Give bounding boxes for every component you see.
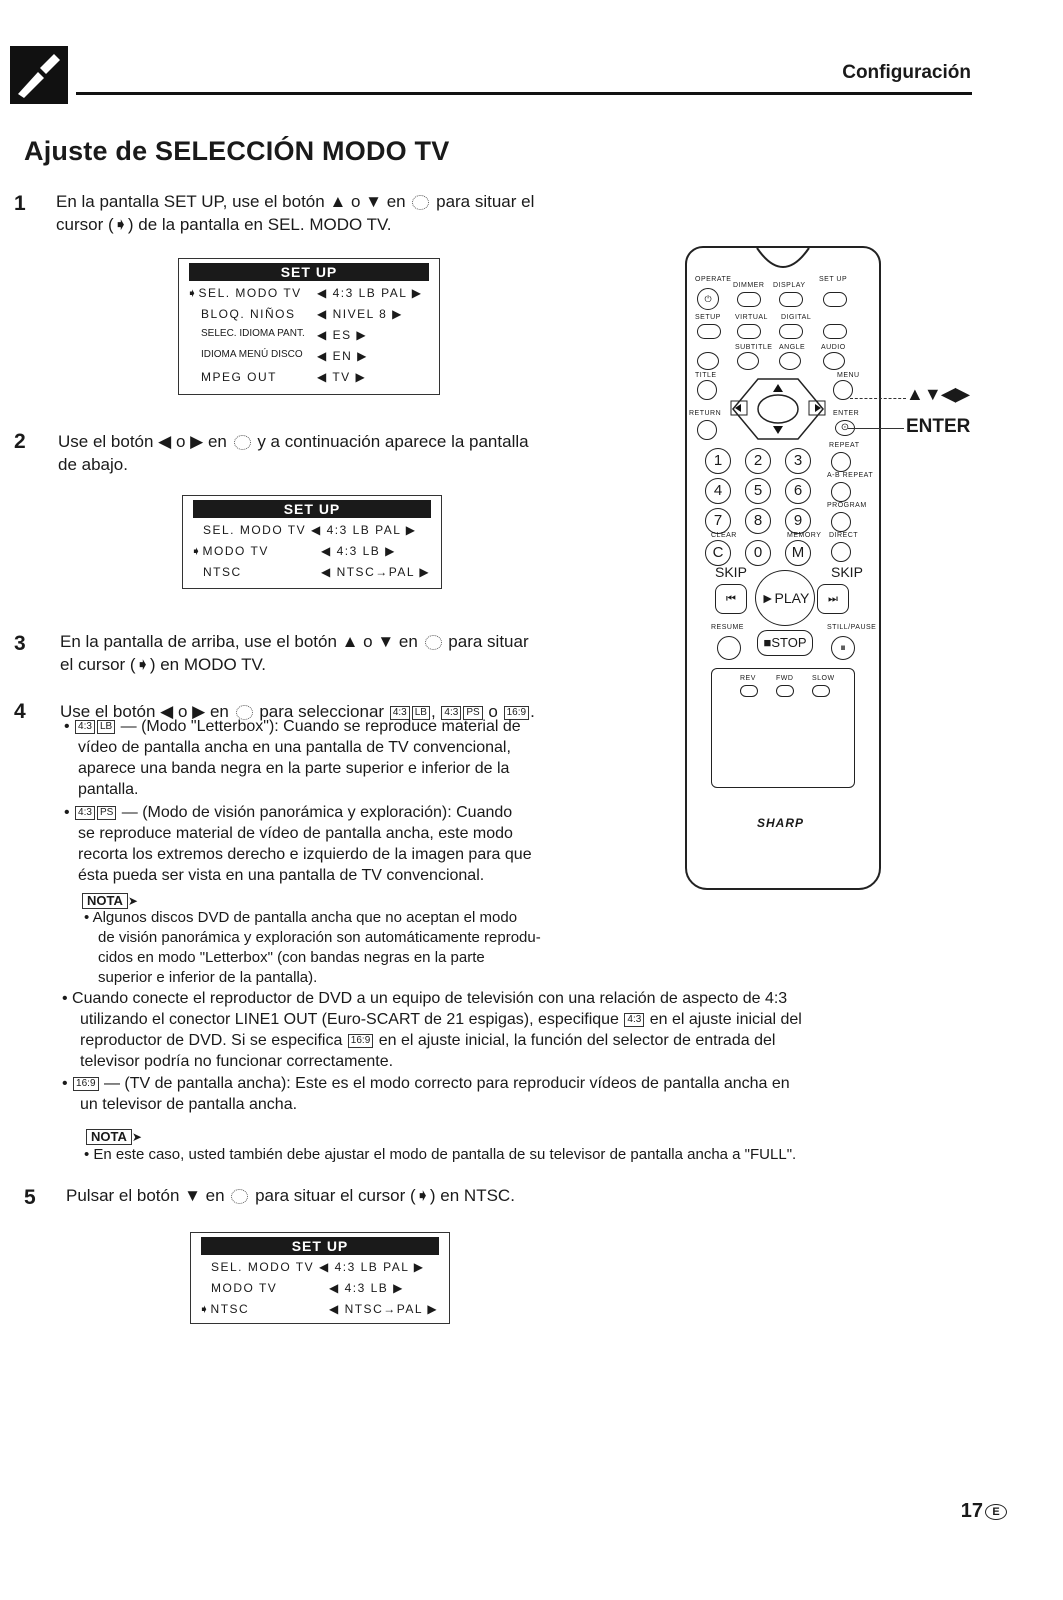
skip-back-button[interactable]: ⏮ <box>715 584 747 614</box>
remote-label: MENU <box>837 372 860 379</box>
enter-callout: ENTER <box>906 416 971 437</box>
step-text <box>60 630 640 676</box>
remote-button[interactable] <box>779 324 803 339</box>
bullet-text: reproductor de DVD. Si se especifica <box>80 1032 343 1049</box>
remote-label: A-B REPEAT <box>827 472 874 479</box>
dimmer-button[interactable] <box>737 292 761 307</box>
bullet-panscan: • 4:3 PS — (Modo de visión panorámica y exploración): Cuando se reproduce material de vídeo de pantalla ancha, este modo recorta los extremos derecho e izquierdo de la imagen para que ésta pueda ser vista en una pantalla de TV convencional. <box>64 802 664 886</box>
nota-text: de visión panorámica y exploración son automáticamente reprodu- <box>98 929 541 946</box>
remote-control <box>685 246 881 890</box>
row-label: SEL. MODO TV <box>203 523 307 537</box>
row-value: ◀ 4:3 LB PAL ▶ <box>311 523 417 537</box>
subtitle-button[interactable] <box>737 352 759 370</box>
bullet-connect: • Cuando conecte el reproductor de DVD a un equipo de televisión con una relación de aspecto de 4:3 utilizando el conector LINE1 OUT (Euro-SCART de 21 espigas), especifique 4:3 en el ajuste inicial del reproductor de DVD. Si se especifica 16:9 en el ajuste inicial, la función del selector de entrada del televisor podría no funcionar correctamente. <box>62 988 972 1072</box>
remote-label: FWD <box>776 675 794 682</box>
row-value: ◀ 4:3 LB ▶ <box>321 544 396 558</box>
bullet-text: — (Modo de visión panorámica y exploración): Cuando <box>121 804 513 821</box>
program-button[interactable] <box>831 512 851 532</box>
bullet-letterbox: • 4:3 LB — (Modo "Letterbox"): Cuando se reproduce material de vídeo de pantalla ancha en una pantalla de TV convencional, aparece una banda negra en la parte superior e inferior de la pantalla. <box>64 716 664 800</box>
row-label: MPEG OUT <box>201 370 278 384</box>
nota-text: En este caso, usted también debe ajustar el modo de pantalla de su televisor de pantalla ancha a "FULL". <box>93 1146 797 1163</box>
bullet-text: ésta pueda ser vista en una pantalla de TV convencional. <box>78 867 485 884</box>
digit-button[interactable]: 5 <box>745 478 771 504</box>
step-text <box>56 190 636 236</box>
mode-box: LB <box>412 706 430 720</box>
remote-label: ENTER <box>833 410 860 417</box>
resume-button[interactable] <box>717 636 741 660</box>
nota-arrow-icon: ➤ <box>127 894 138 908</box>
step-text-part: de abajo. <box>58 455 128 474</box>
bullet-text: pantalla. <box>78 781 139 798</box>
bullet-text: recorta los extremos derecho e izquierdo de la imagen para que <box>78 846 532 863</box>
nota-tag: NOTA <box>86 1129 132 1145</box>
audio-button[interactable] <box>823 352 845 370</box>
remote-label: REV <box>740 675 756 682</box>
separator: . <box>530 702 535 721</box>
step-text-part: para seleccionar <box>259 702 385 721</box>
screen-header: SET UP <box>193 500 431 518</box>
row-label: SELEC. IDIOMA PANT. <box>201 328 305 339</box>
arrows-callout: ▲▼◀▶ <box>906 384 970 404</box>
direct-button[interactable] <box>831 542 851 562</box>
screen-row <box>179 325 439 346</box>
setup-screen <box>182 495 442 589</box>
mode-box: 16:9 <box>348 1034 373 1048</box>
remote-label: STILL/PAUSE <box>827 624 877 631</box>
remote-label: TITLE <box>695 372 717 379</box>
row-label: BLOQ. NIÑOS <box>201 307 296 321</box>
row-value: ◀ 4:3 LB PAL ▶ <box>319 1260 425 1274</box>
step-text <box>58 430 638 476</box>
remote-label: ANGLE <box>779 344 806 351</box>
row-value: ◀ EN ▶ <box>317 349 368 363</box>
slow-button[interactable] <box>812 685 830 697</box>
remote-label: RESUME <box>711 624 744 631</box>
screen-row <box>191 1299 449 1320</box>
remote-label: DIMMER <box>733 282 765 289</box>
nota-text: cidos en modo "Letterbox" (con bandas negras en la parte <box>98 949 485 966</box>
digit-button[interactable]: 3 <box>785 448 811 474</box>
clear-button[interactable]: C <box>705 540 731 566</box>
operate-button[interactable]: ⏻ <box>697 288 719 310</box>
bullet-text: en el ajuste inicial, la función del selector de entrada del <box>378 1032 776 1049</box>
mode-box: LB <box>97 720 115 734</box>
mode-box: 4:3 <box>75 720 95 734</box>
row-value: ◀ 4:3 LB PAL ▶ <box>317 286 423 300</box>
header-rule <box>76 92 972 95</box>
page-title: Ajuste de SELECCIÓN MODO TV <box>24 136 450 166</box>
remote-label: VIRTUAL <box>735 314 768 321</box>
step-text-part: Use el botón ◀ o ▶ en <box>58 432 227 451</box>
stop-label: STOP <box>771 635 807 650</box>
bullet-text: un televisor de pantalla ancha. <box>80 1096 298 1113</box>
screen-row <box>179 304 439 325</box>
stop-button[interactable]: ■STOP <box>757 630 813 656</box>
setup-button[interactable] <box>823 292 847 307</box>
bullet-text: en el ajuste inicial del <box>649 1011 802 1028</box>
row-value: ◀ NTSC→PAL ▶ <box>321 565 431 579</box>
setup-screen <box>178 258 440 395</box>
step-text-part: para situar el <box>436 192 535 211</box>
row-label: ➧NTSC <box>199 1302 250 1316</box>
step-number: 4 <box>14 700 26 723</box>
digit-button[interactable]: 2 <box>745 448 771 474</box>
digit-button[interactable]: 1 <box>705 448 731 474</box>
step-number: 3 <box>14 632 26 655</box>
rev-button[interactable] <box>740 685 758 697</box>
bullet-text: — (Modo "Letterbox"): Cuando se reproduce material de <box>120 718 521 735</box>
dial-icon <box>234 435 251 450</box>
nota-tag: NOTA <box>82 893 128 909</box>
bullet-text: utilizando el conector LINE1 OUT (Euro-SCART de 21 espigas), especifique <box>80 1011 619 1028</box>
row-label: SEL. MODO TV <box>211 1260 315 1274</box>
step-number: 5 <box>24 1186 36 1209</box>
dial-icon <box>412 195 429 210</box>
bullet-text: se reproduce material de vídeo de pantalla ancha, este modo <box>78 825 513 842</box>
digit-button[interactable]: 0 <box>745 540 771 566</box>
display-button[interactable] <box>779 292 803 307</box>
bullet-text: — (TV de pantalla ancha): Este es el modo correcto para reproducir vídeos de pantalla ancha en <box>103 1075 790 1092</box>
step-text-part: En la pantalla de arriba, use el botón ▲ o ▼ en <box>60 632 418 651</box>
screen-row <box>179 346 439 367</box>
screen-row <box>179 283 439 304</box>
angle-button[interactable] <box>779 352 801 370</box>
step-text-part: Use el botón ◀ o ▶ en <box>60 702 229 721</box>
bullet-wide: • 16:9 — (TV de pantalla ancha): Este es el modo correcto para reproducir vídeos de pantalla ancha en un televisor de pantalla ancha. <box>62 1073 972 1115</box>
skip-forward-button[interactable]: ⏭ <box>817 584 849 614</box>
dial-icon <box>425 635 442 650</box>
remote-label: RETURN <box>689 410 722 417</box>
digit-button[interactable]: 6 <box>785 478 811 504</box>
digit-button[interactable]: 8 <box>745 508 771 534</box>
remote-button[interactable] <box>737 324 761 339</box>
row-value: ◀ ES ▶ <box>317 328 368 342</box>
row-value: ◀ NIVEL 8 ▶ <box>317 307 403 321</box>
bullet-text: aparece una banda negra en la parte superior e inferior de la <box>78 760 510 777</box>
callout-line <box>848 428 904 429</box>
row-value: ◀ TV ▶ <box>317 370 367 384</box>
lower-panel <box>711 668 855 788</box>
section-icon <box>10 46 68 104</box>
row-value: ◀ 4:3 LB ▶ <box>329 1281 404 1295</box>
step-text-part: En la pantalla SET UP, use el botón ▲ o ▼ en <box>56 192 406 211</box>
dpad-icon[interactable] <box>723 374 833 444</box>
remote-label: DIRECT <box>829 532 859 539</box>
screen-row <box>183 541 441 562</box>
step-text <box>66 1184 666 1207</box>
remote-label: PROGRAM <box>827 502 867 509</box>
setup-screen <box>190 1232 450 1324</box>
return-button[interactable] <box>697 420 717 440</box>
screen-header: SET UP <box>189 263 429 281</box>
bullet-text: vídeo de pantalla ancha en una pantalla de TV convencional, <box>78 739 511 756</box>
screen-header: SET UP <box>201 1237 439 1255</box>
step-text-part: para situar el cursor (➧) en NTSC. <box>255 1186 515 1205</box>
memory-button[interactable]: M <box>785 540 811 566</box>
screen-row <box>183 520 441 541</box>
step-text-part: y a continuación aparece la pantalla <box>257 432 529 451</box>
mode-box: PS <box>463 706 482 720</box>
digit-button[interactable]: 9 <box>785 508 811 534</box>
step-text-part: Pulsar el botón ▼ en <box>66 1186 225 1205</box>
step-text-part: cursor (➧) de la pantalla en SEL. MODO TV. <box>56 215 392 234</box>
remote-label: SKIP <box>715 564 747 580</box>
step-number: 1 <box>14 192 26 215</box>
remote-label: SETUP <box>695 314 721 321</box>
play-label: PLAY <box>774 590 810 606</box>
mode-box: 4:3 <box>390 706 410 720</box>
play-button[interactable]: ►PLAY <box>755 570 815 626</box>
row-label: NTSC <box>203 565 242 579</box>
screen-row <box>191 1257 449 1278</box>
remote-label: MEMORY <box>787 532 822 539</box>
fwd-button[interactable] <box>776 685 794 697</box>
still-pause-button[interactable]: ⏸ <box>831 636 855 660</box>
mode-box: 4:3 <box>624 1013 644 1027</box>
row-label: ➧SEL. MODO TV <box>187 286 302 300</box>
digit-button[interactable]: 4 <box>705 478 731 504</box>
nota-text: Algunos discos DVD de pantalla ancha que no aceptan el modo <box>92 909 518 926</box>
separator: o <box>488 702 498 721</box>
separator: , <box>430 702 436 721</box>
remote-button[interactable] <box>697 352 719 370</box>
nota-text: superior e inferior de la pantalla). <box>98 969 318 986</box>
ab-repeat-button[interactable] <box>831 482 851 502</box>
mode-box: 4:3 <box>75 806 95 820</box>
step-text-part: el cursor (➧) en MODO TV. <box>60 655 267 674</box>
bullet-text: televisor podría no funcionar correctamente. <box>80 1053 394 1070</box>
row-label: ➧MODO TV <box>191 544 269 558</box>
step-text-part: para situar <box>448 632 529 651</box>
dial-icon <box>231 1189 248 1204</box>
nota-arrow-icon: ➤ <box>131 1130 142 1144</box>
page-number-value: 17 <box>960 1500 983 1522</box>
row-label: IDIOMA MENÚ DISCO <box>201 349 303 360</box>
menu-button[interactable] <box>833 380 853 400</box>
remote-label: SUBTITLE <box>735 344 773 351</box>
remote-label: SET UP <box>819 276 848 283</box>
remote-label: REPEAT <box>829 442 860 449</box>
title-button[interactable] <box>697 380 717 400</box>
callout-line <box>850 398 906 399</box>
row-label: MODO TV <box>211 1281 278 1295</box>
nota-1: • Algunos discos DVD de pantalla ancha que no aceptan el modo de visión panorámica y exploración son automáticamente reprodu- cidos en modo "Letterbox" (con bandas negras en la parte superior e inferior de la pantalla). <box>84 908 664 988</box>
remote-label: AUDIO <box>821 344 846 351</box>
enter-button[interactable]: ⊙ <box>835 420 855 436</box>
brand-logo: SHARP <box>757 816 805 830</box>
screen-row <box>179 367 439 388</box>
remote-button[interactable] <box>697 324 721 339</box>
repeat-button[interactable] <box>831 452 851 472</box>
page-number <box>961 1500 1007 1523</box>
nota-2: • En este caso, usted también debe ajustar el modo de pantalla de su televisor de pantalla ancha a "FULL". <box>84 1146 797 1163</box>
screen-row <box>191 1278 449 1299</box>
screen-row <box>183 562 441 583</box>
remote-label: DISPLAY <box>773 282 806 289</box>
remote-notch-icon <box>753 246 813 272</box>
mode-box: PS <box>97 806 116 820</box>
section-title: Configuración <box>842 62 971 83</box>
bullet-text: Cuando conecte el reproductor de DVD a un equipo de televisión con una relación de aspecto de 4:3 <box>72 990 788 1007</box>
row-value: ◀ NTSC→PAL ▶ <box>329 1302 439 1316</box>
step-number: 2 <box>14 430 26 453</box>
digit-button[interactable]: 7 <box>705 508 731 534</box>
mode-box: 16:9 <box>504 706 529 720</box>
remote-label: SLOW <box>812 675 835 682</box>
remote-label: SKIP <box>831 564 863 580</box>
mode-box: 4:3 <box>441 706 461 720</box>
language-badge: E <box>985 1504 1007 1520</box>
remote-label: DIGITAL <box>781 314 812 321</box>
mode-box: 16:9 <box>73 1077 98 1091</box>
remote-button[interactable] <box>823 324 847 339</box>
remote-label: OPERATE <box>695 276 732 283</box>
remote-label: CLEAR <box>711 532 737 539</box>
